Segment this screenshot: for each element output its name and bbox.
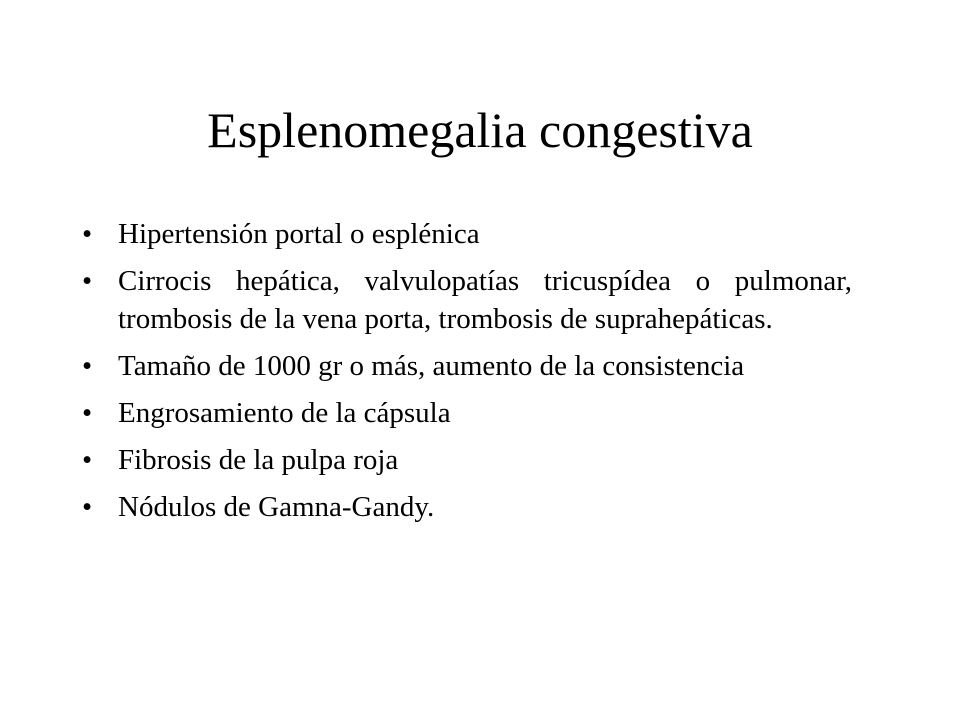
bullet-icon: • (82, 350, 93, 382)
bullet-text: Fibrosis de la pulpa roja (118, 444, 399, 476)
bullet-text: Tamaño de 1000 gr o más, aumento de la consistencia (118, 350, 745, 382)
bullet-text: Cirrocis hepática, valvulopatías tricuspídea o pulmonar, trombosis de la vena porta, trombosis de suprahepáticas. (118, 265, 852, 335)
slide-title: Esplenomegalia congestiva (207, 102, 753, 158)
bullet-icon: • (82, 491, 93, 523)
bullet-icon: • (82, 265, 93, 297)
bullet-icon: • (82, 444, 93, 476)
bullet-item (72, 215, 852, 253)
bullet-item (72, 394, 852, 432)
bullet-text: Engrosamiento de la cápsula (118, 397, 451, 429)
bullet-list (72, 215, 852, 535)
bullet-item (72, 262, 852, 338)
bullet-item (72, 488, 852, 526)
bullet-icon: • (82, 218, 93, 250)
bullet-item (72, 441, 852, 479)
bullet-icon: • (82, 397, 93, 429)
bullet-text: Hipertensión portal o esplénica (118, 218, 480, 250)
bullet-item (72, 347, 852, 385)
bullet-text: Nódulos de Gamna-Gandy. (118, 491, 435, 523)
